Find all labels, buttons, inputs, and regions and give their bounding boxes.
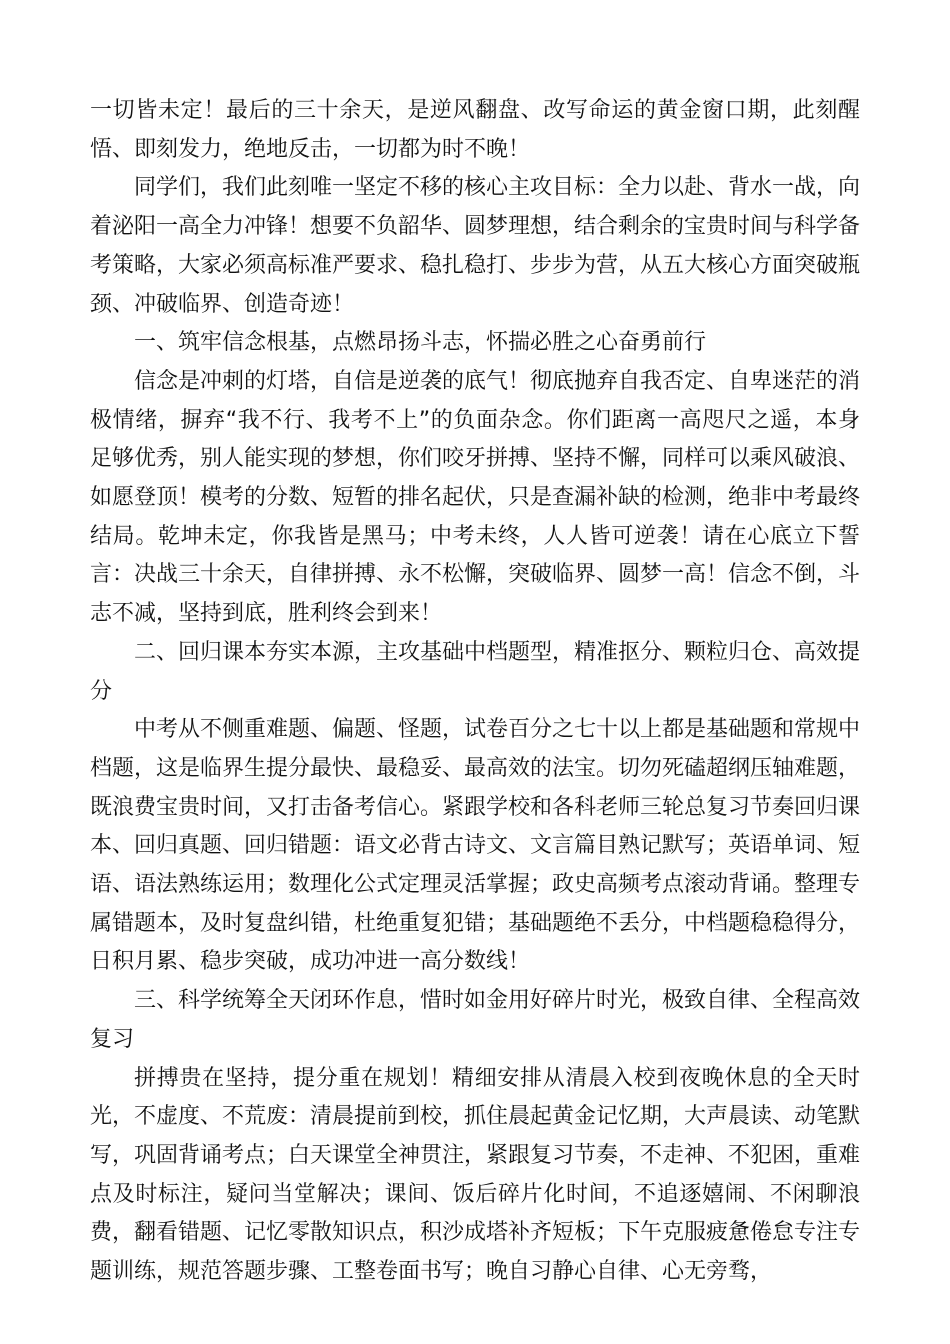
section-heading-3: 三、科学统筹全天闭环作息，惜时如金用好碎片时光，极致自律、全程高效复习 bbox=[90, 988, 861, 1052]
document-body bbox=[90, 92, 860, 1292]
paragraph-intro-continued: 一切皆未定！最后的三十余天，是逆风翻盘、改写命运的黄金窗口期，此刻醒悟、即刻发力，绝地反击，一切都为时不晚！ bbox=[90, 98, 860, 162]
section-heading-1: 一、筑牢信念根基，点燃昂扬斗志，怀揣必胜之心奋勇前行 bbox=[134, 330, 707, 356]
paragraph-belief: 信念是冲刺的灯塔，自信是逆袭的底气！彻底抛弃自我否定、自卑迷茫的消极情绪，摒弃“我不行、我考不上”的负面杂念。你们距离一高咫尺之遥，本身足够优秀，别人能实现的梦想，你们咬牙拼搏、坚持不懈，同样可以乘风破浪、如愿登顶！模考的分数、短暂的排名起伏，只是查漏补缺的检测，绝非中考最终结局。乾坤未定，你我皆是黑马；中考未终，人人皆可逆袭！请在心底立下誓言：决战三十余天，自律拼搏、永不松懈，突破临界、圆梦一高！信念不倒，斗志不减，坚持到底，胜利终会到来！ bbox=[90, 368, 861, 627]
section-heading-2: 二、回归课本夯实本源，主攻基础中档题型，精准抠分、颗粒归仓、高效提分 bbox=[90, 639, 861, 704]
paragraph-schedule: 拼搏贵在坚持，提分重在规划！精细安排从清晨入校到夜晚休息的全天时光，不虚度、不荒废：清晨提前到校，抓住晨起黄金记忆期，大声晨读、动笔默写，巩固背诵考点；白天课堂全神贯注，紧跟复习节奏，不走神、不犯困，重难点及时标注，疑问当堂解决；课间、饭后碎片化时间，不追逐嬉闹、不闲聊浪费，翻看错题、记忆零散知识点，积沙成塔补齐短板；下午克服疲惫倦怠专注专题训练，规范答题步骤、工整卷面书写；晚自习静心自律、心无旁骛， bbox=[90, 1065, 861, 1285]
paragraph-basics: 中考从不侧重难题、偏题、怪题，试卷百分之七十以上都是基础题和常规中档题，这是临界生提分最快、最稳妥、最高效的法宝。切勿死磕超纲压轴难题，既浪费宝贵时间，又打击备考信心。紧跟学校和各科老师三轮总复习节奏回归课本、回归真题、回归错题：语文必背古诗文、文言篇目熟记默写；英语单词、短语、语法熟练运用；数理化公式定理灵活掌握；政史高频考点滚动背诵。整理专属错题本，及时复盘纠错，杜绝重复犯错；基础题绝不丢分，中档题稳稳得分，日积月累、稳步突破，成功冲进一高分数线！ bbox=[90, 717, 861, 975]
paragraph-goal: 同学们，我们此刻唯一坚定不移的核心主攻目标：全力以赴、背水一战，向着泌阳一高全力冲锋！想要不负韶华、圆梦理想，结合剩余的宝贵时间与科学备考策略，大家必须高标准严要求、稳扎稳打、步步为营，从五大核心方面突破瓶颈、冲破临界、创造奇迹！ bbox=[90, 175, 861, 317]
